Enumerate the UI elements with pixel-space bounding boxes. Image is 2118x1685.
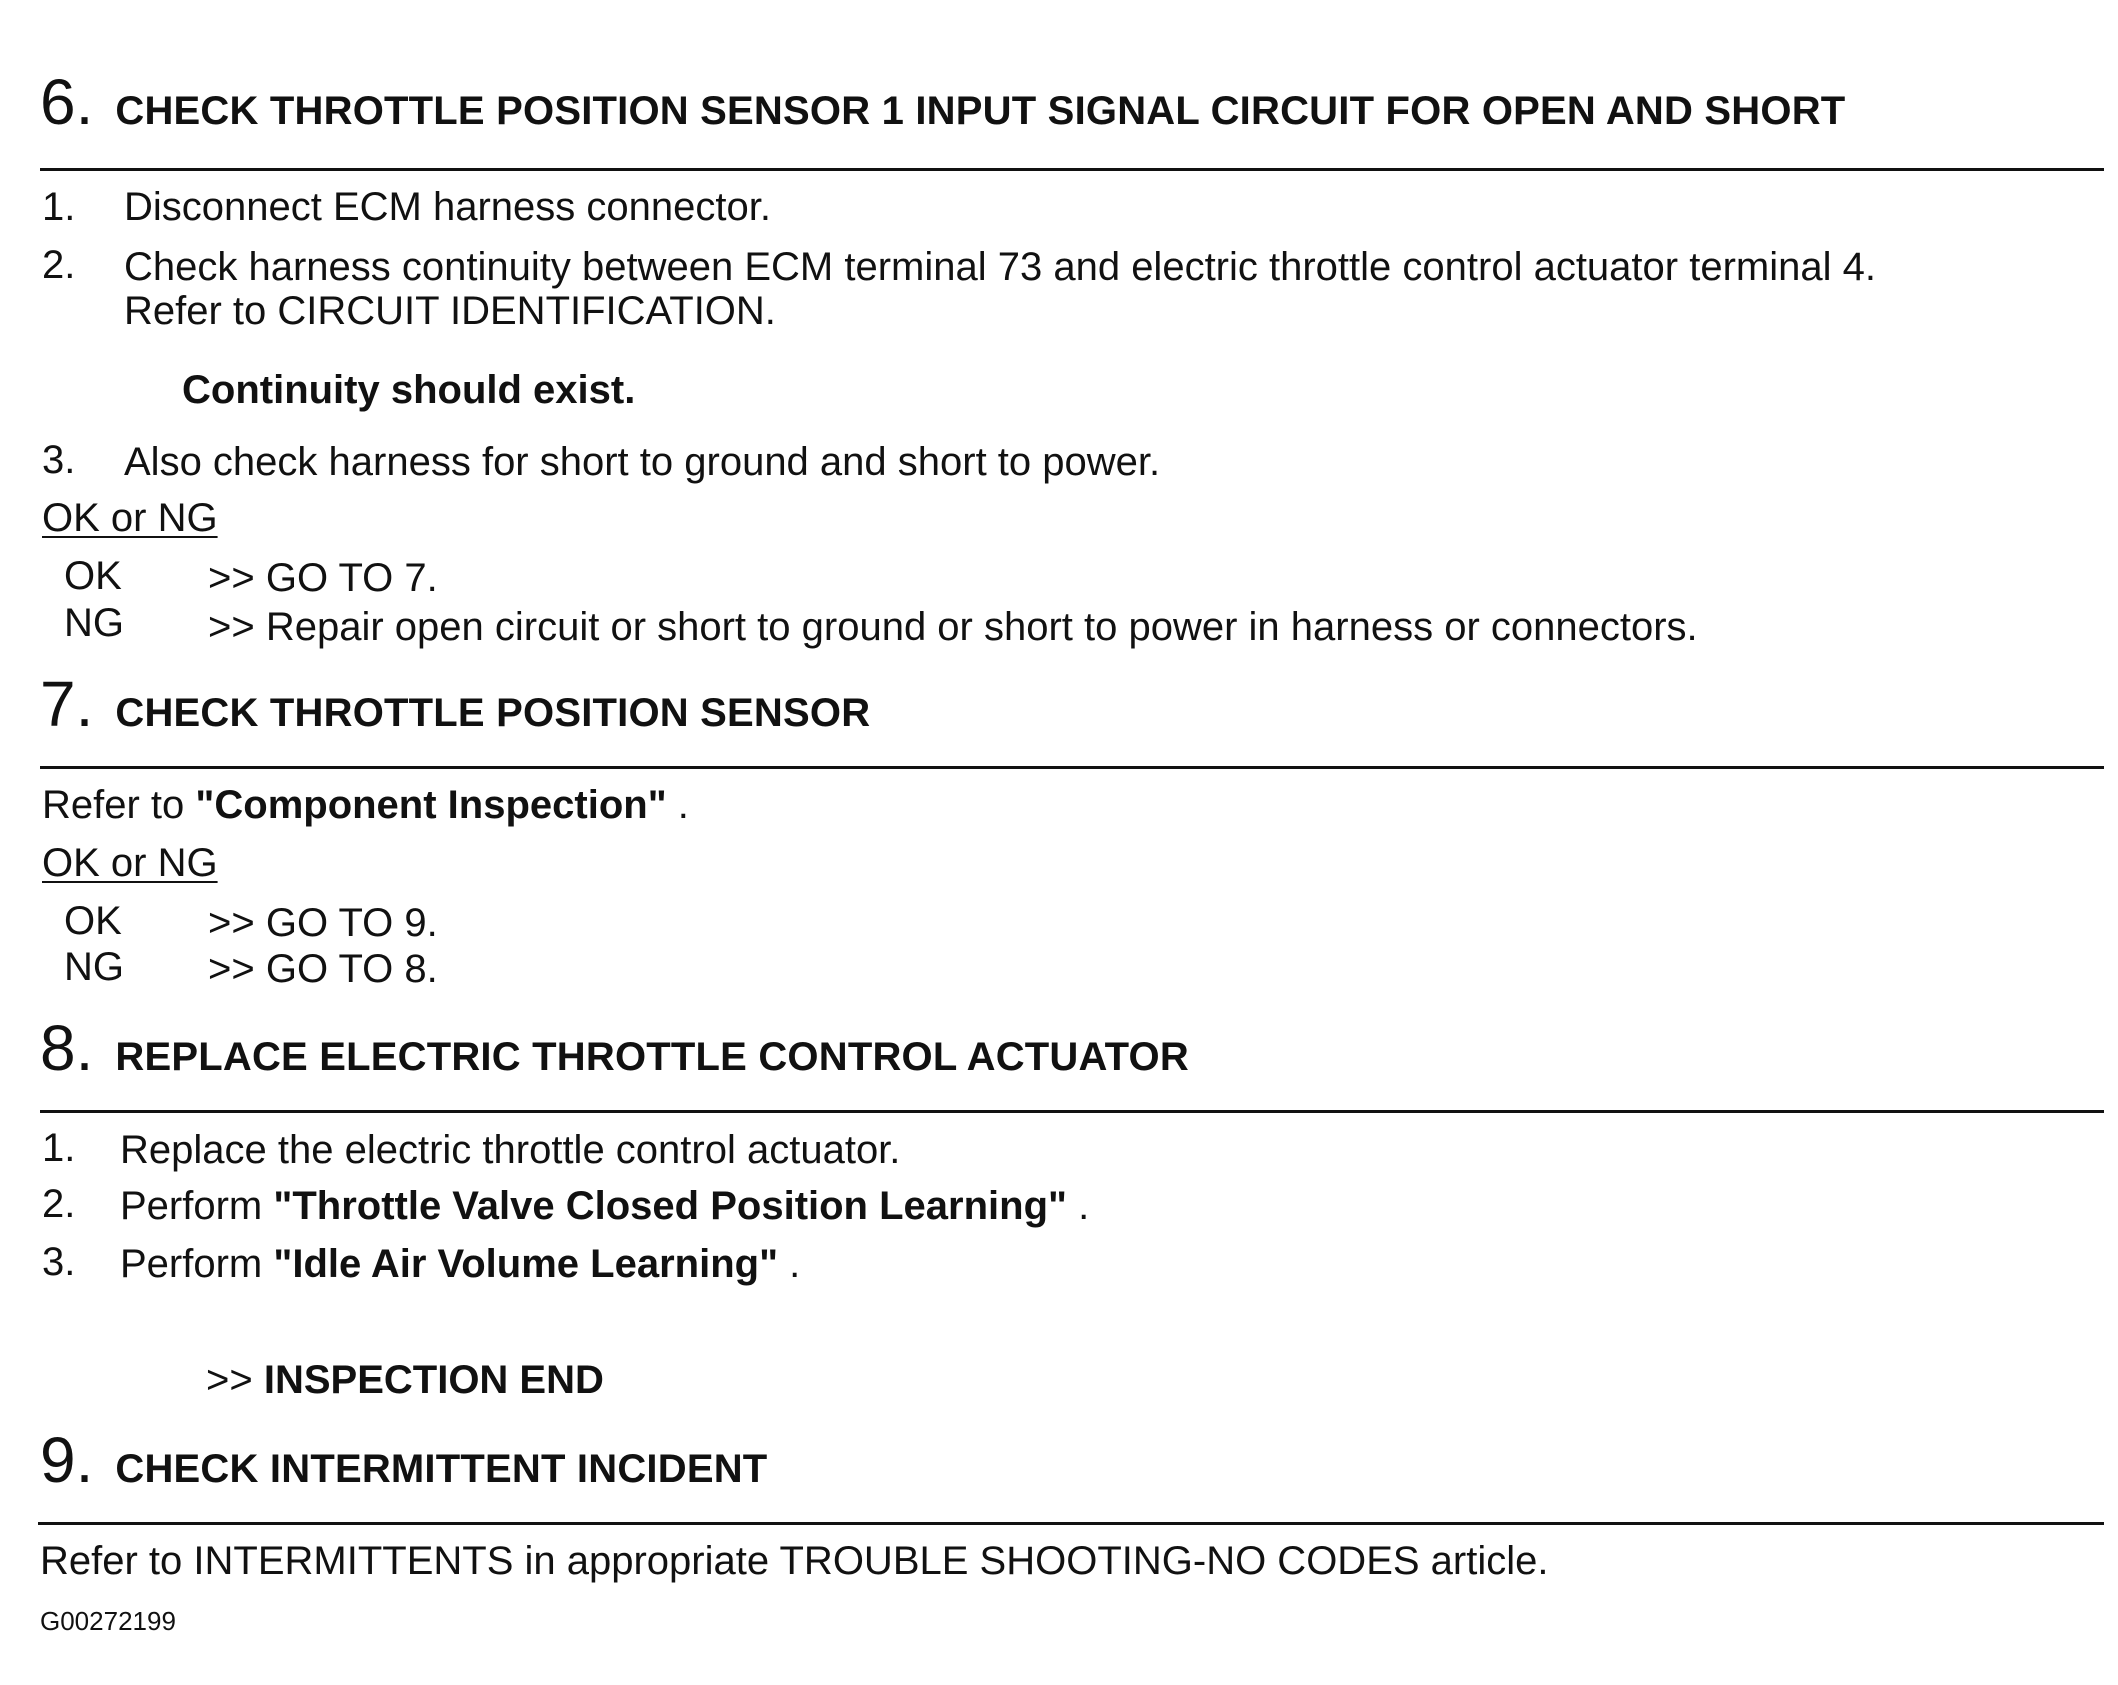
step-7-rule	[40, 766, 2104, 769]
step-6-item-2-text-cont: Refer to CIRCUIT IDENTIFICATION.	[124, 289, 776, 333]
step-8-item-1-text: Replace the electric throttle control actuator.	[120, 1128, 901, 1172]
step-8-title: REPLACE ELECTRIC THROTTLE CONTROL ACTUATOR	[115, 1035, 1189, 1079]
step-7-ok-label: OK	[64, 899, 122, 943]
step-8-item-3-prefix: Perform	[120, 1242, 274, 1286]
step-8-item-3-number: 3.	[42, 1240, 76, 1284]
step-7-number: 7.	[40, 668, 94, 740]
step-8-item-2-prefix: Perform	[120, 1184, 274, 1228]
step-8-item-2-line	[120, 1183, 1089, 1229]
step-8-item-3-line	[120, 1241, 800, 1287]
step-6-title: CHECK THROTTLE POSITION SENSOR 1 INPUT SIGNAL CIRCUIT FOR OPEN AND SHORT	[115, 89, 1846, 133]
step-7-refer-line	[42, 782, 689, 828]
step-8-end-arrow: >>	[206, 1358, 264, 1402]
step-6-item-3-number: 3.	[42, 438, 76, 482]
step-9-heading	[40, 1424, 768, 1496]
step-6-item-1-number: 1.	[42, 185, 76, 229]
step-9-rule	[38, 1522, 2104, 1525]
step-6-ok-label: OK	[64, 554, 122, 598]
step-8-end-label: INSPECTION END	[263, 1358, 604, 1402]
step-6-ng-label: NG	[64, 601, 124, 645]
step-9-title: CHECK INTERMITTENT INCIDENT	[115, 1447, 768, 1491]
step-6-heading	[40, 66, 1846, 138]
step-6-continuity-note: Continuity should exist.	[182, 368, 636, 412]
step-9-number: 9.	[40, 1424, 94, 1496]
step-6-item-2-text: Check harness continuity between ECM terminal 73 and electric throttle control actuator terminal 4.	[124, 245, 1876, 289]
step-7-title: CHECK THROTTLE POSITION SENSOR	[115, 691, 871, 735]
step-6-rule	[40, 168, 2104, 171]
step-7-refer-suffix: .	[666, 783, 689, 827]
step-6-ng-action: >> Repair open circuit or short to ground or short to power in harness or connectors.	[208, 605, 1698, 649]
step-6-item-3-text: Also check harness for short to ground and short to power.	[124, 440, 1161, 484]
step-8-inspection-end	[206, 1357, 604, 1403]
step-7-ng-action: >> GO TO 8.	[208, 947, 438, 991]
step-7-ok-or-ng: OK or NG	[42, 841, 218, 885]
step-6-ok-action: >> GO TO 7.	[208, 556, 438, 600]
step-8-item-1-number: 1.	[42, 1126, 76, 1170]
step-8-rule	[40, 1110, 2104, 1113]
step-6-ok-or-ng: OK or NG	[42, 496, 218, 540]
step-7-heading	[40, 668, 871, 740]
step-7-refer-prefix: Refer to	[42, 783, 196, 827]
step-8-heading	[40, 1012, 1189, 1084]
step-7-ng-label: NG	[64, 945, 124, 989]
step-6-number: 6.	[40, 66, 94, 138]
step-6-item-2-number: 2.	[42, 243, 76, 287]
figure-id: G00272199	[40, 1606, 176, 1636]
step-6-item-1-text: Disconnect ECM harness connector.	[124, 185, 771, 229]
step-8-item-2-suffix: .	[1066, 1184, 1090, 1228]
step-8-number: 8.	[40, 1012, 94, 1084]
step-8-throttle-valve-learning-link[interactable]: "Throttle Valve Closed Position Learning"	[273, 1184, 1067, 1228]
step-9-refer-text: Refer to INTERMITTENTS in appropriate TROUBLE SHOOTING-NO CODES article.	[40, 1539, 1549, 1583]
step-8-idle-air-volume-learning-link[interactable]: "Idle Air Volume Learning"	[273, 1242, 779, 1286]
step-7-ok-action: >> GO TO 9.	[208, 901, 438, 945]
step-7-component-inspection-link[interactable]: "Component Inspection"	[195, 783, 667, 827]
step-8-item-2-number: 2.	[42, 1182, 76, 1226]
step-8-item-3-suffix: .	[778, 1242, 801, 1286]
